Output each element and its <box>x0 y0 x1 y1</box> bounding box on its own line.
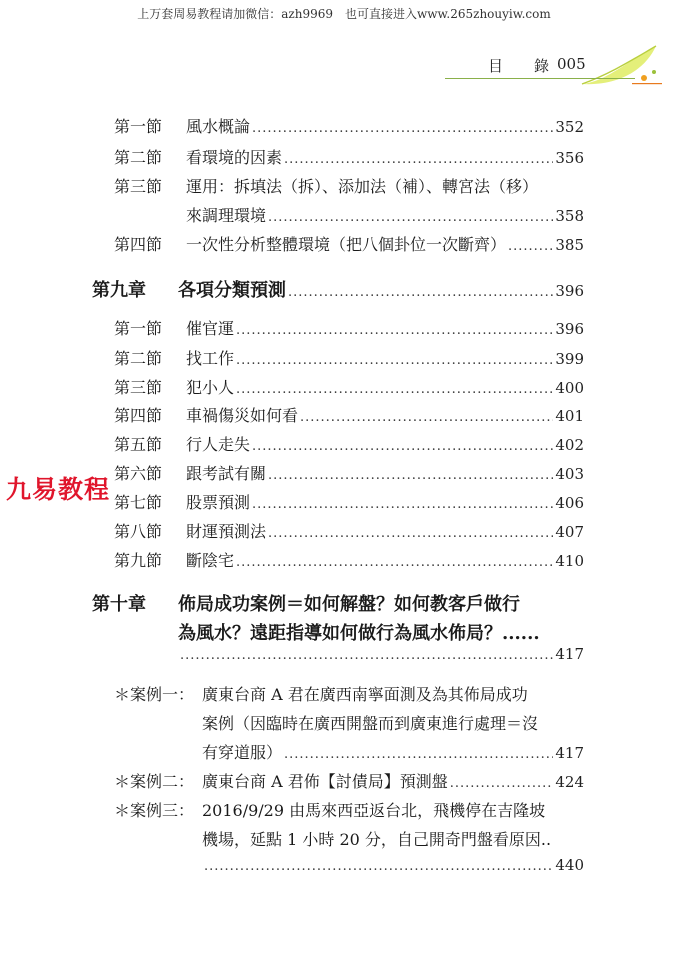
header-page-number: 005 <box>557 55 586 73</box>
toc-case-continuation[interactable] <box>202 740 584 763</box>
toc-case-page: 424 <box>555 773 584 791</box>
leaf-decoration-icon <box>574 42 664 88</box>
toc-entry-title: 看環境的因素 <box>186 148 283 167</box>
toc-entry-page: 400 <box>555 379 584 397</box>
toc-case[interactable] <box>114 798 584 821</box>
toc-case-title: 2016/9/29 由馬來西亞返台北，飛機停在吉隆坡 <box>202 801 546 820</box>
toc-leader <box>236 323 553 338</box>
toc-entry[interactable] <box>114 490 584 513</box>
toc-chapter-page: 396 <box>555 282 584 300</box>
toc-entry-label: 第四節 <box>114 406 163 425</box>
toc-case-title: 廣東台商 A 君在廣西南寧面測及為其佈局成功 <box>202 685 528 704</box>
toc-entry-page: 358 <box>555 207 584 225</box>
toc-entry[interactable] <box>114 432 584 455</box>
toc-case-title-line2: 案例（因臨時在廣西開盤而到廣東進行處理＝沒 <box>202 714 539 733</box>
toc-leader <box>180 648 553 663</box>
toc-entry-title: 斷陰宅 <box>186 551 235 570</box>
toc-entry[interactable] <box>114 114 584 137</box>
toc-case[interactable] <box>114 682 584 705</box>
toc-leader <box>252 497 553 512</box>
toc-entry-title: 找工作 <box>186 349 235 368</box>
toc-case-title-line2: 機場，延點 1 小時 20 分，自己開奇門盤看原因.. <box>202 830 552 849</box>
toc-entry[interactable] <box>114 461 584 484</box>
toc-entry-label: 第三節 <box>114 378 163 397</box>
watermark-text: 九易教程 <box>6 475 111 504</box>
toc-chapter[interactable] <box>92 590 584 616</box>
toc-entry-label: 第二節 <box>114 349 163 368</box>
toc-leader <box>268 468 553 483</box>
toc-entry-label: 第一節 <box>114 117 163 136</box>
toc-case-page: 417 <box>555 744 584 762</box>
toc-case-label: ＊案例二： <box>114 772 195 791</box>
toc-entry[interactable] <box>114 346 584 369</box>
toc-leader <box>236 382 553 397</box>
toc-leader <box>252 439 553 454</box>
toc-chapter-label: 第九章 <box>92 280 146 301</box>
toc-entry-page: 406 <box>555 494 584 512</box>
toc-entry-title: 犯小人 <box>186 378 235 397</box>
toc-entry[interactable] <box>114 548 584 571</box>
toc-entry-continuation[interactable] <box>186 203 584 226</box>
toc-leader <box>236 555 553 570</box>
toc-entry[interactable] <box>114 316 584 339</box>
toc-entry-title: 財運預測法 <box>186 522 267 541</box>
toc-entry-title: 股票預測 <box>186 493 251 512</box>
toc-entry-page: 356 <box>555 149 584 167</box>
toc-entry[interactable] <box>114 403 584 426</box>
toc-entry-page: 410 <box>555 552 584 570</box>
toc-leader <box>284 152 553 167</box>
toc-entry-label: 第六節 <box>114 464 163 483</box>
toc-chapter-continuation[interactable] <box>178 645 584 663</box>
toc-entry-label: 第七節 <box>114 493 163 512</box>
toc-leader <box>450 776 554 791</box>
toc-leader <box>252 121 553 136</box>
toc-entry-label: 第八節 <box>114 522 163 541</box>
toc-leader <box>508 239 553 254</box>
toc-entry-title: 運用：拆填法（拆）、添加法（補）、轉宮法（移） <box>186 177 539 196</box>
toc-entry-label: 第三節 <box>114 177 163 196</box>
header-divider <box>445 78 635 79</box>
toc-entry[interactable] <box>114 519 584 542</box>
toc-entry[interactable] <box>114 375 584 398</box>
toc-case-title-line3: 有穿道服） <box>202 743 283 762</box>
toc-entry-page: 385 <box>555 236 584 254</box>
toc-entry-title-line2: 來調理環境 <box>186 206 267 225</box>
toc-entry-title: 風水概論 <box>186 117 251 136</box>
toc-chapter-title: 各項分類預測 <box>178 280 286 301</box>
toc-case-continuation[interactable] <box>202 856 584 874</box>
toc-entry-title: 一次性分析整體環境（把八個卦位一次斷齊） <box>186 235 507 254</box>
toc-entry-page: 402 <box>555 436 584 454</box>
toc-entry-page: 396 <box>555 320 584 338</box>
toc-entry-title: 行人走失 <box>186 435 251 454</box>
toc-case-label: ＊案例三： <box>114 801 195 820</box>
toc-entry[interactable] <box>114 232 584 255</box>
toc-entry-page: 399 <box>555 350 584 368</box>
toc-entry-page: 407 <box>555 523 584 541</box>
toc-entry-title: 車禍傷災如何看 <box>186 406 299 425</box>
toc-leader <box>288 285 553 300</box>
toc-chapter-page: 417 <box>555 645 584 663</box>
toc-entry-page: 403 <box>555 465 584 483</box>
header-section-label: 目 錄 <box>488 57 558 75</box>
toc-leader <box>236 353 553 368</box>
toc-entry-title: 跟考試有關 <box>186 464 267 483</box>
toc-entry-page: 352 <box>555 118 584 136</box>
toc-case-page: 440 <box>555 856 584 874</box>
toc-entry[interactable] <box>114 145 584 168</box>
toc-chapter-label: 第十章 <box>92 594 146 615</box>
toc-entry-title: 催官運 <box>186 319 235 338</box>
toc-chapter-title-line2: 為風水？遠距指導如何做行為風水佈局？...... <box>178 623 540 644</box>
toc-leader <box>300 410 553 425</box>
toc-case[interactable] <box>114 769 584 792</box>
top-banner: 上万套周易教程请加微信：azh9969 也可直接进入www.265zhouyiw.com <box>137 7 551 21</box>
toc-entry[interactable] <box>114 174 584 197</box>
toc-chapter-title: 佈局成功案例＝如何解盤？如何教客戶做行 <box>178 594 520 615</box>
toc-entry-label: 第四節 <box>114 235 163 254</box>
toc-entry-label: 第二節 <box>114 148 163 167</box>
toc-leader <box>268 210 553 225</box>
toc-entry-page: 401 <box>555 407 584 425</box>
toc-entry-label: 第一節 <box>114 319 163 338</box>
toc-entry-label: 第九節 <box>114 551 163 570</box>
toc-leader <box>284 747 553 762</box>
toc-entry-label: 第五節 <box>114 435 163 454</box>
toc-leader <box>268 526 553 541</box>
toc-case-label: ＊案例一： <box>114 685 195 704</box>
toc-leader <box>204 859 553 874</box>
toc-chapter[interactable] <box>92 276 584 302</box>
toc-case-title: 廣東台商 A 君佈【討債局】預測盤 <box>202 772 448 791</box>
